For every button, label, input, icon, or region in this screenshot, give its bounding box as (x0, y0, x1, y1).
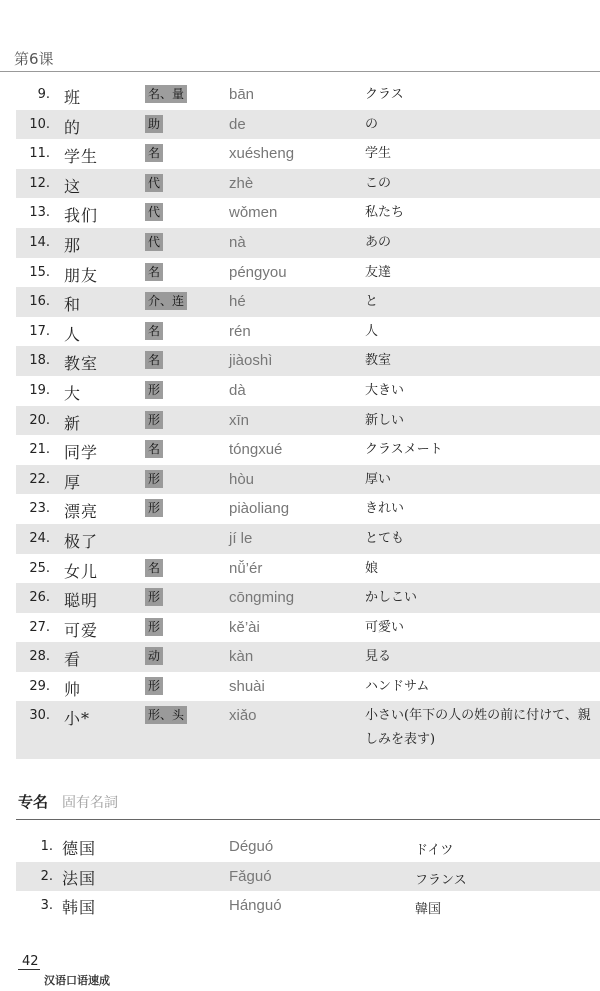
vocab-hanzi: 学生 (64, 147, 99, 167)
vocab-row (16, 228, 600, 258)
vocab-hanzi: 聪明 (64, 591, 99, 611)
vocab-hanzi: 班 (64, 88, 82, 107)
vocab-meaning: とても (365, 530, 405, 546)
vocab-number: 24. (29, 530, 50, 546)
vocab-meaning: この (365, 175, 392, 191)
vocab-part-of-speech: 形 (145, 618, 163, 636)
vocab-hanzi: 女儿 (64, 561, 99, 581)
vocab-pinyin: rén (229, 322, 251, 340)
vocab-meaning: クラス (365, 87, 404, 102)
vocab-row (16, 435, 600, 465)
vocab-hanzi: 同学 (64, 443, 99, 463)
vocab-meaning: 見る (365, 649, 392, 665)
vocab-meaning: クラスメート (365, 442, 443, 458)
vocab-row (16, 169, 600, 199)
vocab-hanzi: 小* (64, 709, 91, 729)
vocab-meaning: 学生 (365, 146, 392, 162)
vocab-part-of-speech: 形 (145, 381, 163, 399)
vocab-row (16, 701, 600, 759)
vocab-hanzi: 教室 (64, 354, 99, 374)
vocab-hanzi: 厚 (64, 472, 82, 492)
proper-nouns-title-ja: 固有名詞 (62, 795, 119, 811)
vocab-pinyin: hòu (229, 470, 255, 488)
proper-noun-meaning: 韓国 (415, 902, 442, 918)
vocab-row (16, 110, 600, 140)
vocab-part-of-speech: 介、连 (145, 292, 187, 310)
vocab-pinyin: jí le (229, 529, 253, 547)
vocab-hanzi: 的 (64, 117, 82, 137)
vocab-number: 29. (29, 678, 50, 694)
vocab-hanzi: 人 (64, 324, 82, 344)
proper-nouns-heading (18, 791, 118, 812)
vocab-number: 18. (29, 353, 50, 369)
vocab-part-of-speech: 动 (145, 647, 163, 665)
vocab-part-of-speech: 名 (145, 351, 163, 369)
vocab-meaning: あの (365, 234, 392, 250)
vocab-part-of-speech: 形 (145, 677, 163, 695)
vocabulary-list (16, 80, 600, 759)
footer-divider (18, 969, 40, 970)
vocab-row (16, 524, 600, 554)
vocab-pinyin: bān (229, 86, 255, 103)
vocab-row (16, 139, 600, 169)
vocab-pinyin: hé (229, 293, 246, 311)
vocab-row (16, 258, 600, 288)
vocab-hanzi: 我们 (64, 206, 99, 226)
vocab-pinyin: dà (229, 381, 246, 399)
vocab-row (16, 554, 600, 584)
proper-noun-number: 3. (40, 898, 53, 914)
vocab-number: 28. (29, 649, 50, 665)
vocab-row (16, 583, 600, 613)
vocab-number: 19. (29, 382, 50, 398)
vocab-pinyin: nà (229, 233, 246, 251)
vocab-part-of-speech: 名 (145, 144, 163, 162)
vocab-pinyin: péngyou (229, 263, 287, 281)
vocab-row (16, 317, 600, 347)
vocab-meaning: と (365, 294, 379, 310)
vocab-meaning: 厚い (365, 471, 392, 487)
vocab-part-of-speech: 名 (145, 263, 163, 281)
proper-noun-row (16, 862, 600, 892)
vocab-number: 17. (29, 323, 50, 339)
proper-noun-name: 法国 (62, 868, 97, 888)
vocab-hanzi: 看 (64, 650, 82, 670)
vocab-number: 26. (29, 590, 50, 606)
vocab-hanzi: 可爱 (64, 620, 99, 640)
vocab-hanzi: 漂亮 (64, 502, 99, 522)
vocab-meaning: 小さい(年下の人の姓の前に付けて、親しみを表す) (365, 708, 591, 748)
vocab-hanzi: 极了 (64, 531, 99, 551)
vocab-number: 11. (29, 146, 50, 162)
vocab-number: 13. (29, 205, 50, 221)
vocab-row (16, 346, 600, 376)
vocab-meaning: ハンドサム (365, 678, 430, 694)
vocab-pinyin: zhè (229, 174, 254, 192)
vocab-part-of-speech: 形 (145, 411, 163, 429)
vocab-pinyin: jiàoshì (229, 352, 273, 370)
proper-nouns-divider (16, 819, 600, 820)
proper-noun-meaning: ドイツ (415, 843, 454, 858)
vocab-row (16, 198, 600, 228)
header-divider (0, 71, 600, 72)
vocab-pinyin: xīn (229, 411, 250, 429)
vocab-row (16, 465, 600, 495)
proper-noun-pinyin: Déguó (229, 838, 274, 855)
vocab-pinyin: kě’ài (229, 618, 260, 636)
vocab-row (16, 672, 600, 702)
vocab-row (16, 494, 600, 524)
vocab-part-of-speech: 名 (145, 440, 163, 458)
proper-noun-number: 1. (40, 839, 53, 854)
vocab-part-of-speech: 形 (145, 470, 163, 488)
vocab-part-of-speech: 形、头 (145, 706, 187, 724)
vocab-part-of-speech: 名、量 (145, 85, 187, 103)
vocab-hanzi: 帅 (64, 679, 82, 699)
vocab-part-of-speech: 形 (145, 588, 163, 606)
vocab-row (16, 80, 600, 110)
vocab-pinyin: de (229, 115, 246, 133)
vocab-meaning: 教室 (365, 353, 392, 369)
proper-noun-number: 2. (40, 868, 53, 884)
vocab-pinyin: wǒmen (229, 204, 278, 222)
vocab-row (16, 376, 600, 406)
vocab-pinyin: piàoliang (229, 500, 290, 518)
vocab-hanzi: 新 (64, 413, 82, 433)
vocab-row (16, 287, 600, 317)
vocab-number: 10. (29, 116, 50, 132)
proper-noun-meaning: フランス (415, 872, 467, 888)
vocab-meaning: の (365, 116, 379, 132)
vocab-number: 21. (29, 442, 50, 458)
vocab-row (16, 406, 600, 436)
book-title: 汉语口语速成 (44, 974, 110, 987)
vocab-meaning: きれい (365, 501, 405, 517)
vocab-part-of-speech: 代 (145, 233, 163, 251)
vocab-number: 14. (29, 234, 50, 250)
proper-noun-name: 德国 (62, 839, 97, 858)
vocab-pinyin: cōngming (229, 589, 295, 607)
vocab-part-of-speech: 形 (145, 499, 163, 517)
vocab-meaning: 人 (365, 323, 379, 339)
proper-noun-pinyin: Fǎguó (229, 867, 272, 885)
vocab-part-of-speech: 名 (145, 559, 163, 577)
vocab-hanzi: 大 (64, 383, 82, 403)
vocab-number: 22. (29, 471, 50, 487)
vocab-part-of-speech: 名 (145, 322, 163, 340)
page-number: 42 (22, 954, 39, 969)
vocab-row (16, 613, 600, 643)
vocab-hanzi: 朋友 (64, 265, 99, 285)
vocab-hanzi: 那 (64, 235, 82, 255)
proper-noun-name: 韩国 (62, 898, 97, 918)
vocab-pinyin: nǚ’ér (229, 559, 263, 577)
proper-noun-row (16, 891, 600, 921)
vocab-pinyin: tóngxué (229, 441, 283, 459)
vocab-pinyin: xiǎo (229, 707, 257, 725)
vocab-number: 16. (29, 294, 50, 310)
proper-noun-pinyin: Hánguó (229, 897, 282, 915)
vocab-meaning: 私たち (365, 205, 405, 221)
vocab-pinyin: shuài (229, 677, 265, 695)
vocab-meaning: 友達 (365, 264, 392, 280)
vocab-meaning: 可愛い (365, 619, 405, 635)
vocab-row (16, 642, 600, 672)
lesson-header: 第6课 (14, 50, 54, 68)
proper-nouns-title-zh: 专名 (18, 793, 49, 811)
vocab-number: 25. (29, 560, 50, 576)
vocab-meaning: かしこい (365, 590, 418, 606)
vocab-number: 20. (29, 412, 50, 428)
vocab-number: 15. (29, 264, 50, 280)
proper-noun-row (16, 832, 600, 862)
vocab-hanzi: 这 (64, 176, 82, 196)
vocab-number: 23. (29, 501, 50, 517)
proper-nouns-list (16, 832, 600, 921)
vocab-number: 9. (37, 87, 50, 102)
vocab-part-of-speech: 代 (145, 174, 163, 192)
vocab-number: 27. (29, 619, 50, 635)
vocab-meaning: 娘 (365, 560, 379, 576)
vocab-pinyin: kàn (229, 648, 254, 666)
vocab-pinyin: xuésheng (229, 145, 295, 163)
vocab-part-of-speech: 代 (145, 203, 163, 221)
vocab-number: 12. (29, 175, 50, 191)
vocab-meaning: 新しい (365, 412, 405, 428)
vocab-hanzi: 和 (64, 295, 82, 315)
vocab-part-of-speech: 助 (145, 115, 163, 133)
vocab-number: 30. (29, 708, 50, 724)
vocab-meaning: 大きい (365, 382, 405, 398)
